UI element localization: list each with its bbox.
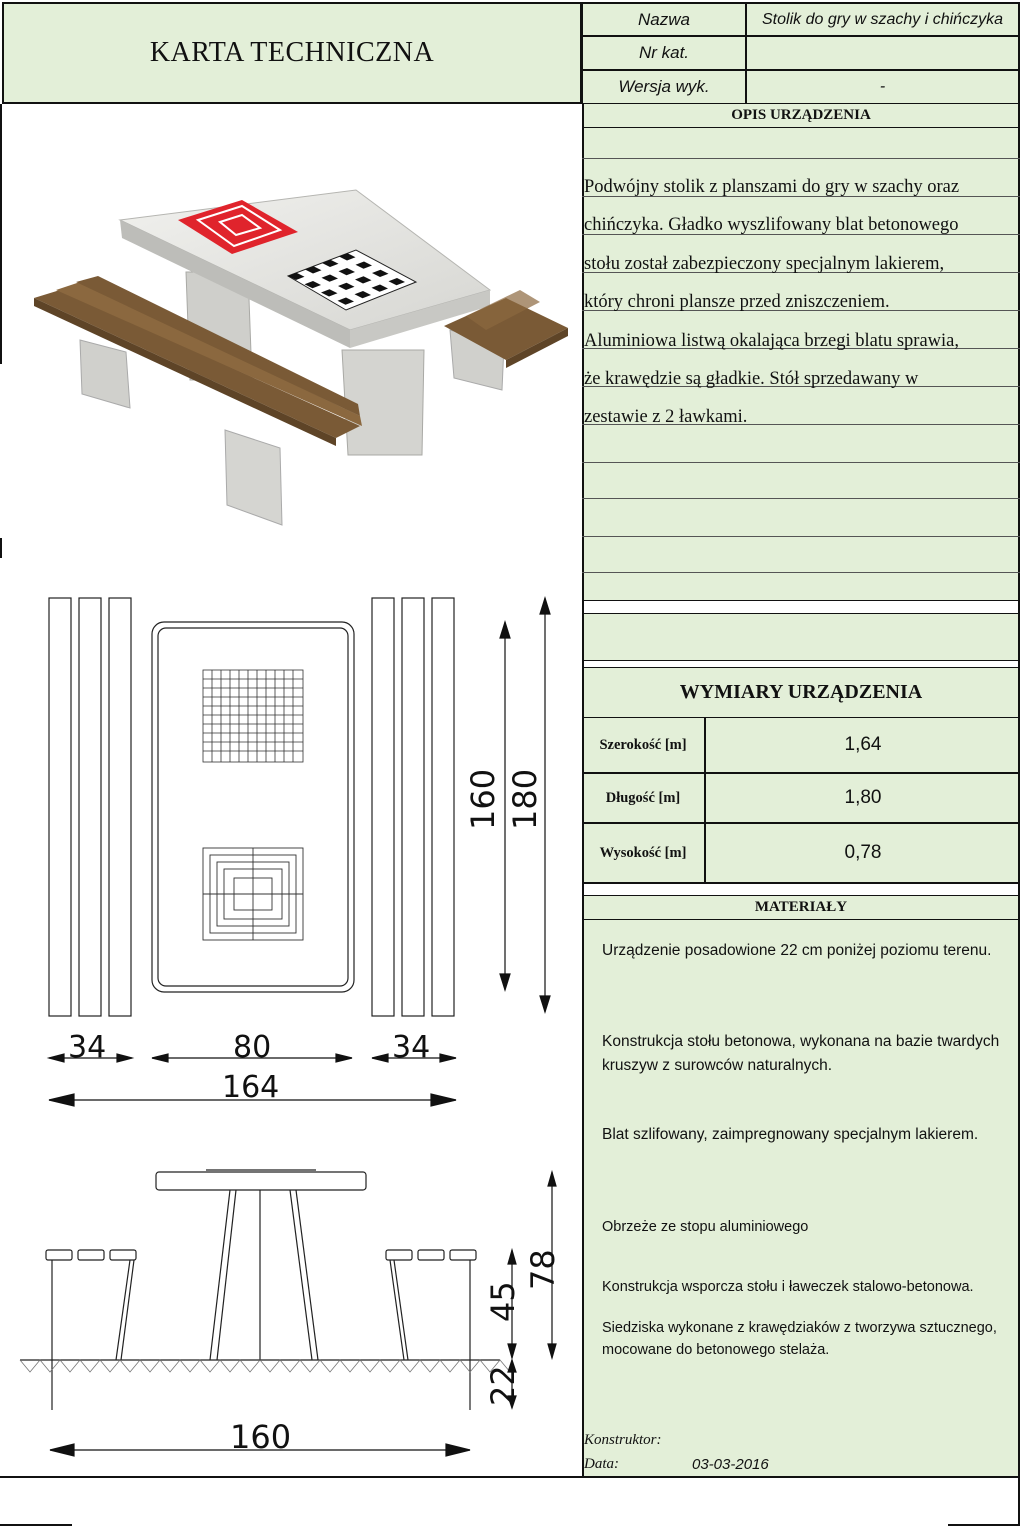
product-illustration: [20, 180, 580, 540]
separator-strip: [584, 660, 1018, 668]
version-label: Wersja wyk.: [582, 70, 746, 104]
frame-line: [0, 538, 2, 558]
frame-line: [0, 104, 2, 364]
material-item: Konstrukcja stołu betonowa, wykonana na bazie twardych kruszyw z surowców naturalnych.: [602, 1033, 1000, 1074]
bench-seat-side: [46, 1250, 72, 1260]
description-line: Podwójny stolik z planszami do gry w szachy oraz: [584, 177, 960, 197]
description-line: który chroni plansze przed zniszczeniem.: [584, 292, 890, 313]
separator-strip: [584, 600, 1018, 614]
dimension-value-height: 0,78: [706, 824, 1020, 884]
document-title-text: KARTA TECHNICZNA: [149, 37, 435, 68]
ground-hatch: [20, 1360, 510, 1372]
dimension-label-height: Wysokość [m]: [582, 824, 706, 884]
catalog-value: [746, 36, 1020, 70]
document-title: [2, 2, 582, 104]
dim-below-ground: 22: [484, 1365, 522, 1406]
material-item: Obrzeże ze stopu aluminiowego: [602, 1219, 809, 1235]
description-line: stołu został zabezpieczony specjalnym lakierem,: [584, 253, 945, 274]
material-item: Konstrukcja wsporcza stołu i ławeczek stalowo-betonowa.: [602, 1279, 974, 1295]
dim-table-length: 160: [464, 768, 502, 830]
description-text: [584, 168, 1020, 437]
dim-height: 78: [524, 1249, 562, 1290]
dimension-value-width: 1,64: [706, 718, 1020, 774]
material-item: Urządzenie posadowione 22 cm poniżej poziomu terenu.: [602, 942, 992, 959]
bench-support: [225, 430, 282, 525]
dim-total-length: 180: [506, 768, 544, 830]
dimension-label-width: Szerokość [m]: [582, 718, 706, 774]
dimensions-heading: WYMIARY URZĄDZENIA: [582, 668, 1020, 718]
version-value: -: [746, 70, 1020, 104]
frame-line: [0, 1524, 72, 1526]
date-value: 03-03-2016: [692, 1456, 769, 1473]
dim-bench-left: 34: [68, 1030, 107, 1065]
chess-grid: [203, 670, 303, 762]
frame-line: [1018, 1476, 1020, 1526]
name-label: Nazwa: [582, 2, 746, 36]
materials-heading: MATERIAŁY: [582, 896, 1020, 920]
material-item: Siedziska wykonane z krawędziaków z tworzywa sztucznego, mocowane do betonowego stelaża.: [602, 1320, 997, 1358]
ludo-grid: [203, 848, 303, 940]
material-item: Blat szlifowany, zaimpregnowany specjalnym lakierem.: [602, 1126, 979, 1143]
dim-seat-height: 45: [484, 1281, 522, 1322]
dim-table: 80: [233, 1030, 272, 1065]
bench-plank: [79, 598, 101, 1016]
description-line: chińczyka. Gładko wyszlifowany blat betonowego: [584, 215, 959, 236]
name-value: Stolik do gry w szachy i chińczyka: [746, 2, 1020, 36]
bench-plank: [49, 598, 71, 1016]
bench-plank: [109, 598, 131, 1016]
frame-line: [948, 1524, 1020, 1526]
date-label: Data:: [584, 1456, 619, 1472]
designer-label: Konstruktor:: [584, 1432, 662, 1448]
bench-plank: [432, 598, 454, 1016]
bench-seat-side: [386, 1250, 412, 1260]
dim-bench-right: 34: [392, 1030, 431, 1065]
description-heading: OPIS URZĄDZENIA: [582, 104, 1020, 128]
description-line: że krawędzie są gładkie. Stół sprzedawany w: [584, 369, 919, 390]
dim-width: 160: [230, 1418, 292, 1456]
separator-strip: [584, 884, 1018, 896]
description-line: Aluminiowa listwą okalająca brzegi blatu sprawia,: [584, 330, 960, 351]
table-top-side: [156, 1172, 366, 1190]
bench-plank: [372, 598, 394, 1016]
catalog-label: Nr kat.: [582, 36, 746, 70]
dim-total-width: 164: [222, 1070, 280, 1105]
frame-line: [0, 1476, 1020, 1478]
bench-plank: [402, 598, 424, 1016]
dimension-label-length: Długość [m]: [582, 774, 706, 824]
bench-support: [80, 340, 130, 408]
description-line: zestawie z 2 ławkami.: [584, 407, 748, 428]
dimension-value-length: 1,80: [706, 774, 1020, 824]
